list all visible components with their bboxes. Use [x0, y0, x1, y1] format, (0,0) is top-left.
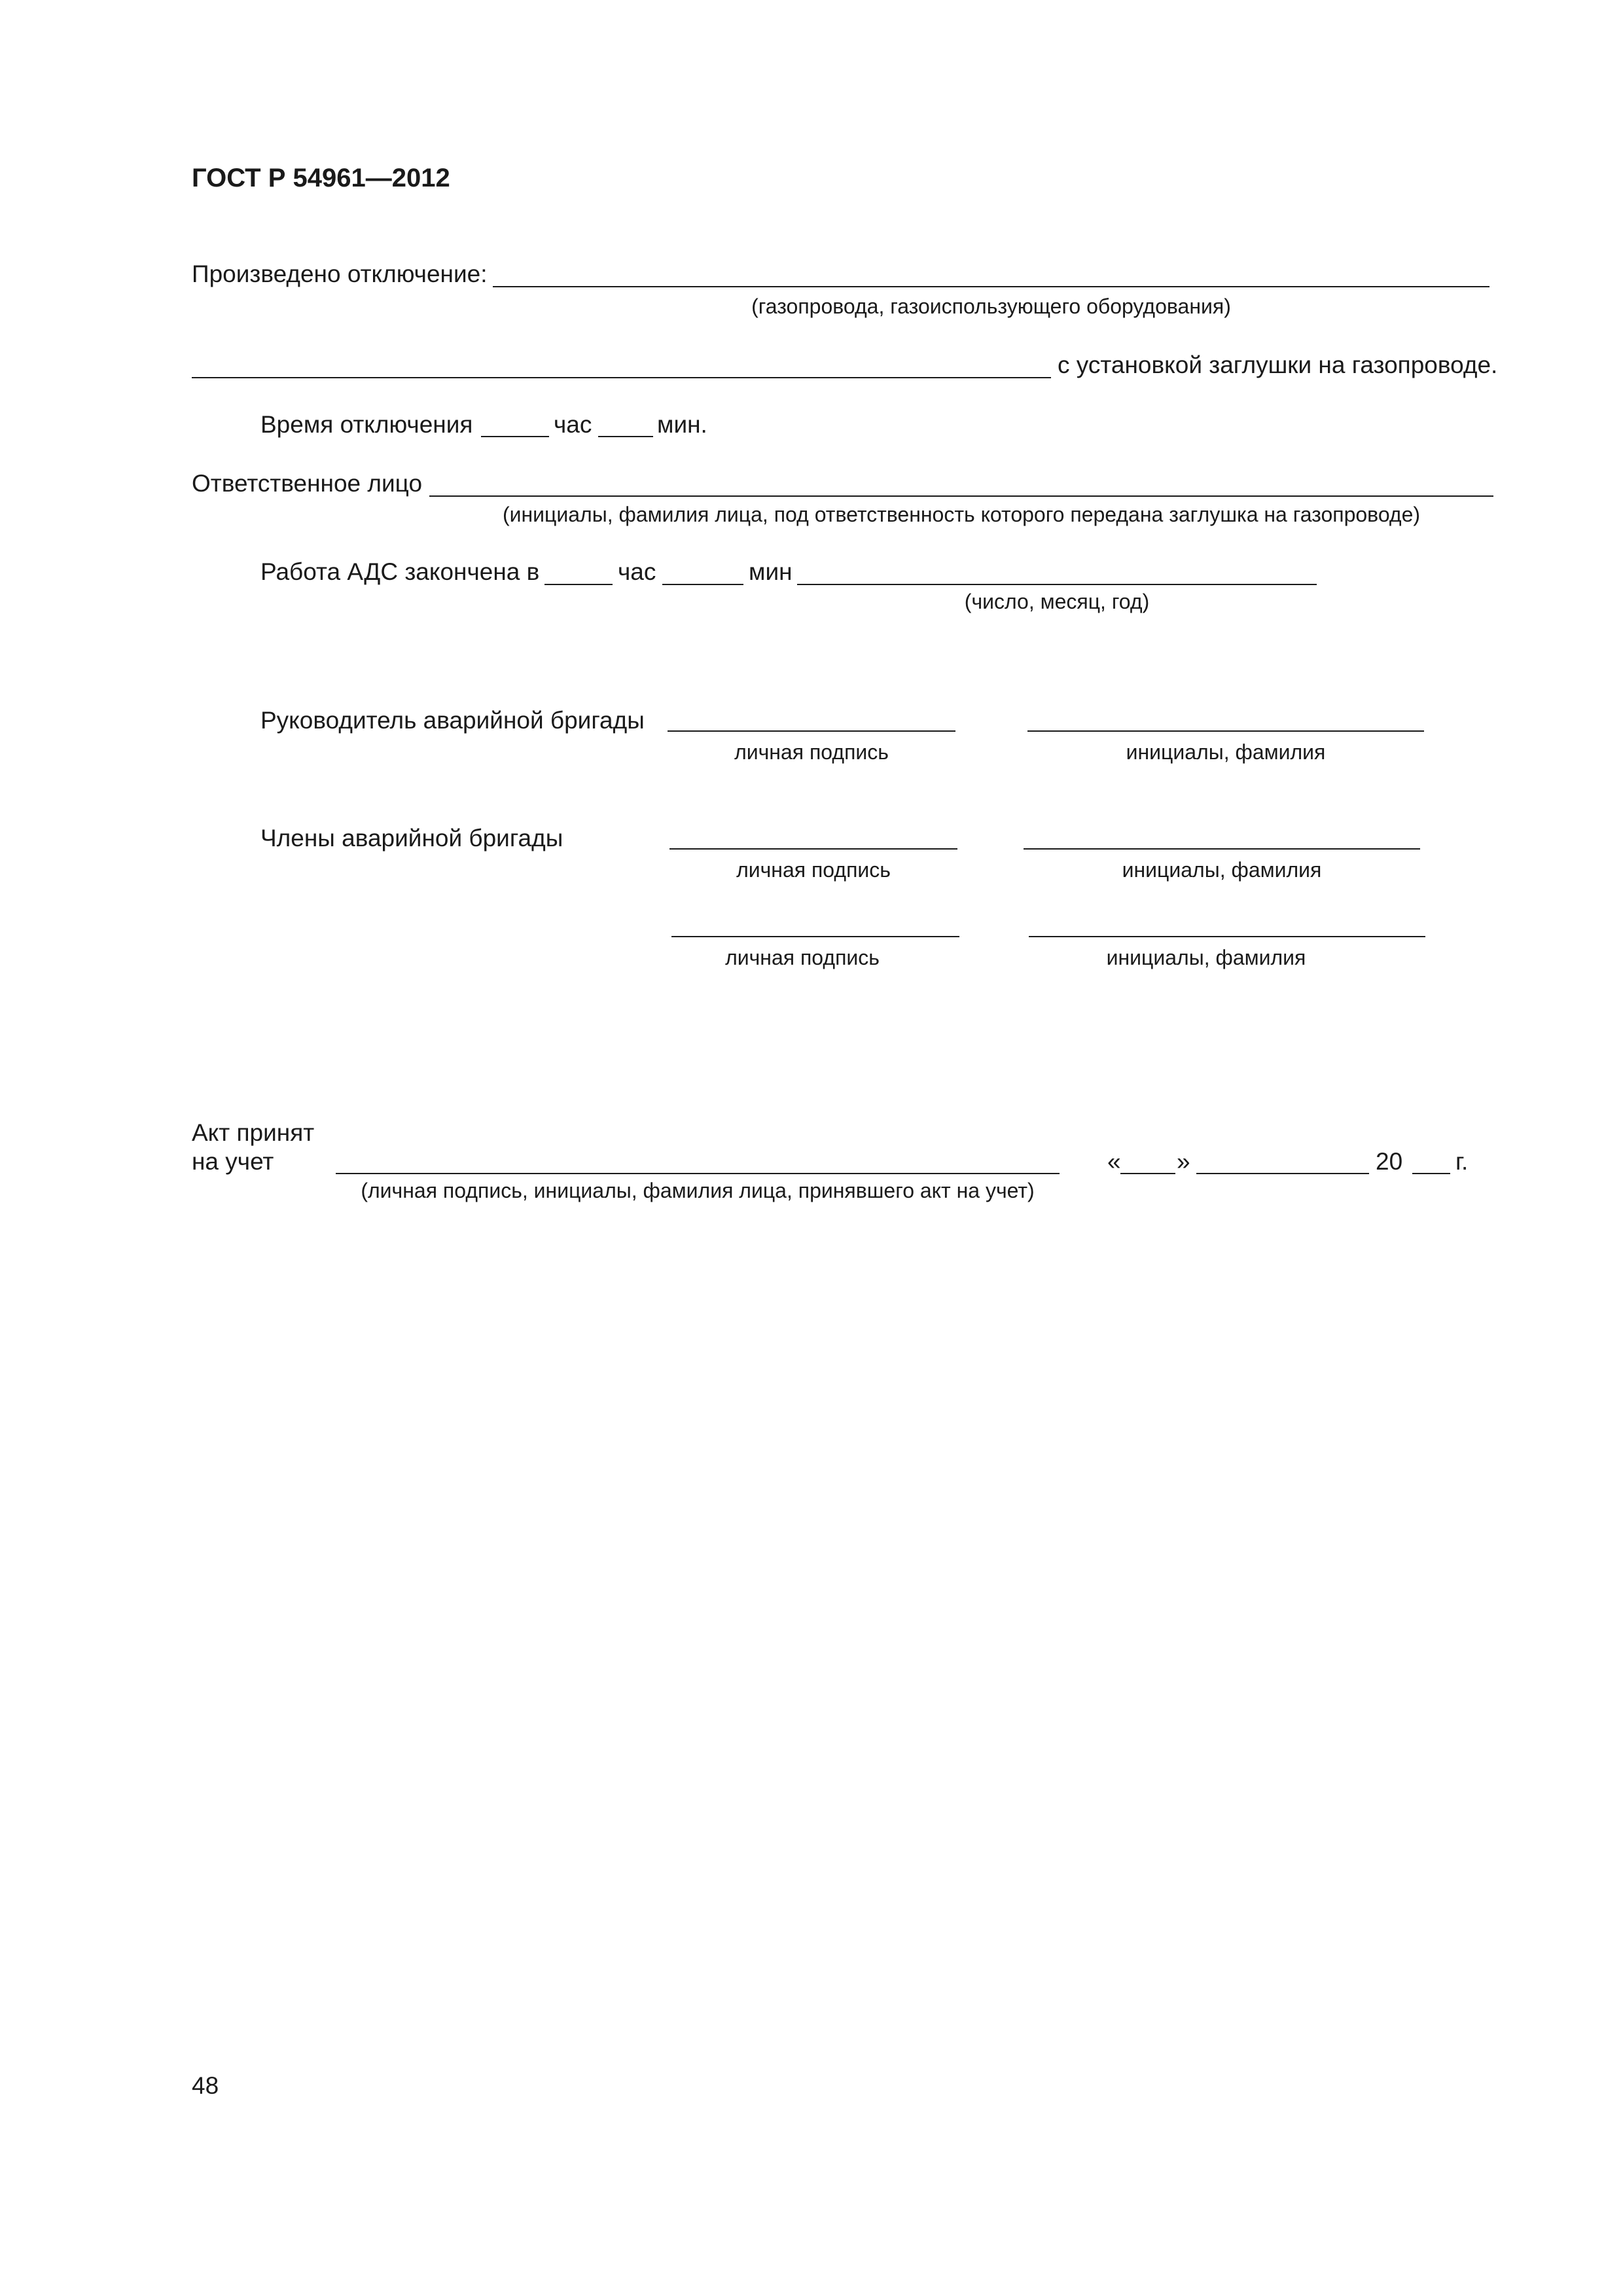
ads-minutes-unit: мин [749, 558, 793, 585]
ads-hours-field[interactable] [544, 584, 613, 585]
document-header: ГОСТ Р 54961—2012 [192, 164, 450, 192]
member1-signature-caption: личная подпись [736, 858, 891, 882]
acceptance-signature-field[interactable] [336, 1173, 1060, 1174]
acceptance-caption: (личная подпись, инициалы, фамилия лица, принявшего акт на учет) [361, 1179, 1035, 1202]
member1-name-caption: инициалы, фамилия [1122, 858, 1322, 882]
responsible-field[interactable] [429, 495, 1493, 497]
acceptance-label-line1: Акт принят [192, 1119, 315, 1146]
crew-leader-label: Руководитель аварийной бригады [260, 707, 645, 734]
ads-hours-unit: час [618, 558, 656, 585]
member1-name-field[interactable] [1024, 848, 1420, 850]
shutoff-continuation-field[interactable] [192, 377, 1051, 378]
member2-name-caption: инициалы, фамилия [1106, 946, 1306, 969]
shutoff-minutes-unit: мин. [657, 411, 707, 438]
plug-text: с установкой заглушки на газопроводе. [1058, 351, 1498, 378]
crew-members-label: Члены аварийной бригады [260, 825, 563, 852]
year-prefix: 20 [1376, 1148, 1403, 1175]
shutoff-field[interactable] [493, 286, 1489, 287]
date-quote-close: » [1177, 1148, 1190, 1175]
member1-signature-field[interactable] [669, 848, 957, 850]
shutoff-caption: (газопровода, газоиспользующего оборудования) [751, 295, 1231, 318]
leader-signature-caption: личная подпись [734, 740, 889, 764]
ads-label: Работа АДС закончена в [260, 558, 540, 585]
member2-name-field[interactable] [1029, 936, 1425, 937]
acceptance-label-line2: на учет [192, 1148, 274, 1175]
leader-name-caption: инициалы, фамилия [1126, 740, 1326, 764]
member2-signature-field[interactable] [671, 936, 959, 937]
acceptance-day-field[interactable] [1120, 1173, 1175, 1174]
page-number: 48 [192, 2072, 219, 2099]
ads-date-field[interactable] [797, 584, 1317, 585]
year-suffix: г. [1455, 1148, 1469, 1175]
leader-name-field[interactable] [1027, 730, 1424, 732]
responsible-label: Ответственное лицо [192, 470, 423, 497]
acceptance-month-field[interactable] [1196, 1173, 1369, 1174]
ads-date-caption: (число, месяц, год) [964, 590, 1150, 613]
shutoff-hours-field[interactable] [481, 436, 549, 437]
date-quote-open: « [1107, 1148, 1121, 1175]
ads-minutes-field[interactable] [662, 584, 743, 585]
acceptance-year-field[interactable] [1412, 1173, 1450, 1174]
shutoff-hours-unit: час [554, 411, 592, 438]
shutoff-minutes-field[interactable] [598, 436, 653, 437]
shutoff-label: Произведено отключение: [192, 260, 488, 287]
responsible-caption: (инициалы, фамилия лица, под ответственность которого передана заглушка на газопроводе) [502, 503, 1421, 526]
shutoff-time-label: Время отключения [260, 411, 473, 438]
member2-signature-caption: личная подпись [725, 946, 880, 969]
leader-signature-field[interactable] [668, 730, 955, 732]
